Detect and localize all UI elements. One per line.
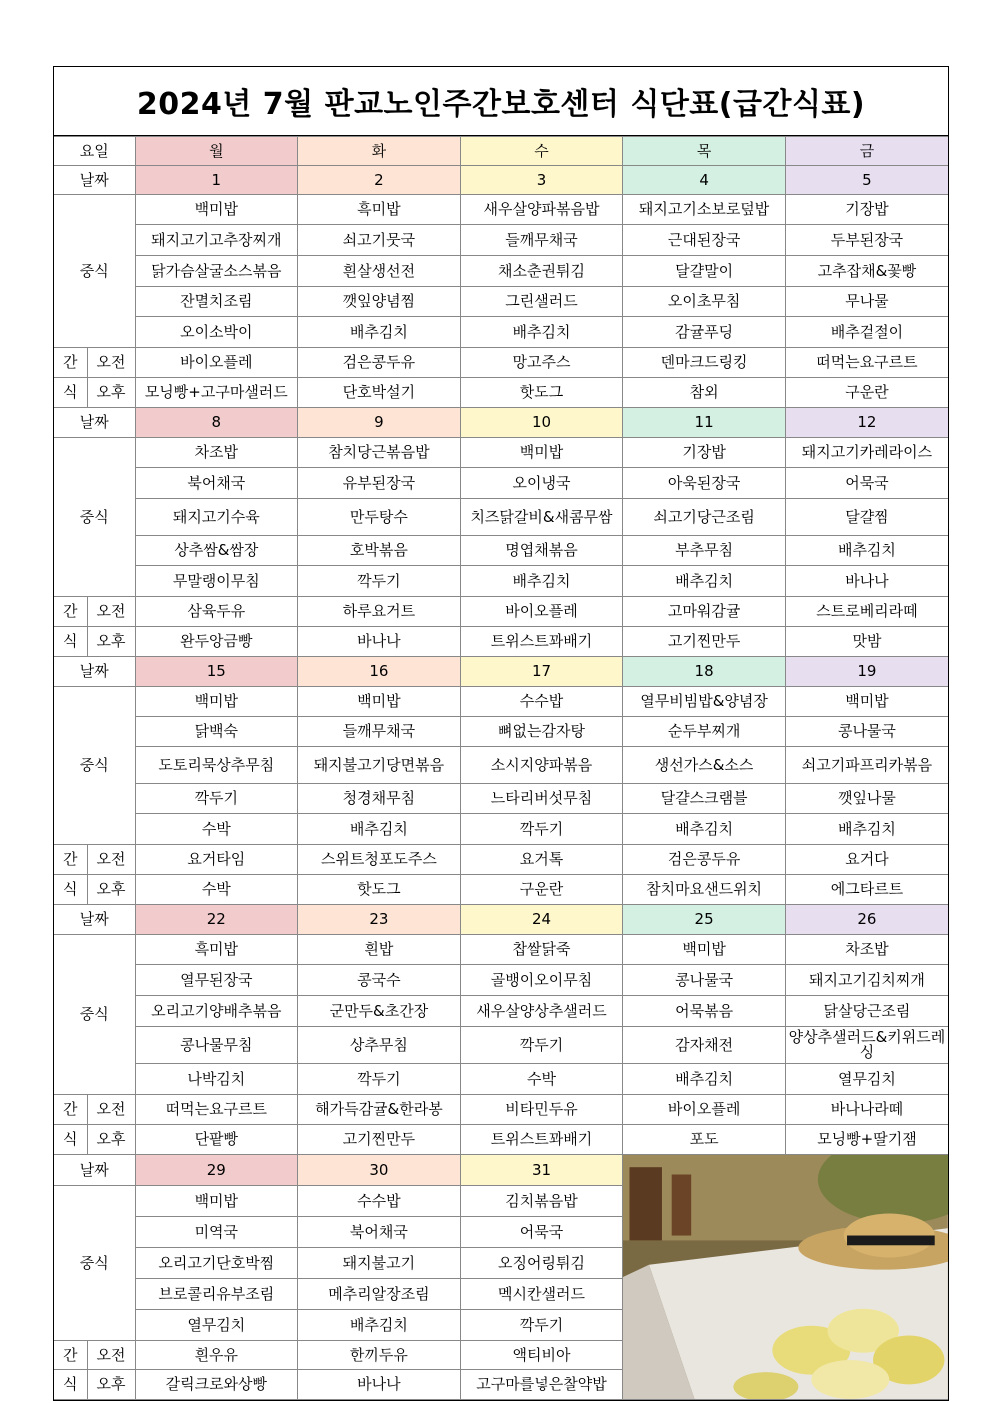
page-title: 2024년 7월 판교노인주간보호센터 식단표(급간식표) <box>54 67 948 136</box>
snack-item: 고기찐만두 <box>623 627 786 657</box>
lunch-item: 콩나물국 <box>785 717 948 747</box>
date-cell: 15 <box>135 657 298 687</box>
am-label: 오전 <box>87 1095 135 1125</box>
lunch-row <box>54 195 948 225</box>
weekday-mon: 월 <box>135 137 298 166</box>
lunch-item: 콩나물무침 <box>135 1027 298 1064</box>
snack-item: 구운란 <box>785 378 948 408</box>
snack-item: 흰우유 <box>135 1341 298 1370</box>
snack-item: 고기찐만두 <box>298 1125 461 1155</box>
lunch-item: 차조밥 <box>785 935 948 965</box>
snack-item: 한끼두유 <box>298 1341 461 1370</box>
date-cell: 17 <box>460 657 623 687</box>
lunch-row <box>54 1064 948 1095</box>
snack-item: 포도 <box>623 1125 786 1155</box>
date-cell: 4 <box>623 166 786 195</box>
lunch-item: 열무비빔밥&양념장 <box>623 687 786 717</box>
lunch-row <box>54 536 948 566</box>
lunch-item: 배추김치 <box>623 814 786 845</box>
snack-item: 액티비아 <box>460 1341 623 1370</box>
lunch-item: 참치당근볶음밥 <box>298 438 461 468</box>
snack-item: 바나나라떼 <box>785 1095 948 1125</box>
snack-row-pm <box>54 378 948 408</box>
lunch-row <box>54 256 948 287</box>
lunch-item: 고추잡채&꽃빵 <box>785 256 948 287</box>
date-cell: 19 <box>785 657 948 687</box>
snack-item: 트위스트꽈배기 <box>460 627 623 657</box>
lunch-item: 배추김치 <box>460 566 623 597</box>
lunch-item: 북어채국 <box>135 468 298 499</box>
lunch-item: 오이소박이 <box>135 317 298 348</box>
snack-item: 해가득감귤&한라봉 <box>298 1095 461 1125</box>
lunch-item: 소시지양파볶음 <box>460 747 623 784</box>
lunch-row <box>54 287 948 317</box>
snack-label-sik: 식 <box>54 627 87 657</box>
lunch-item: 들깨무채국 <box>460 225 623 256</box>
lunch-item: 차조밥 <box>135 438 298 468</box>
date-cell: 2 <box>298 166 461 195</box>
lunch-item: 깍두기 <box>298 1064 461 1095</box>
lunch-item: 미역국 <box>135 1217 298 1248</box>
lunch-item: 달걀찜 <box>785 499 948 536</box>
snack-item: 스위트청포도주스 <box>298 845 461 875</box>
am-label: 오전 <box>87 845 135 875</box>
lunch-item: 명엽채볶음 <box>460 536 623 566</box>
snack-label-gan: 간 <box>54 1095 87 1125</box>
lunch-item: 어묵국 <box>785 468 948 499</box>
weekday-thu: 목 <box>623 137 786 166</box>
lunch-item: 어묵국 <box>460 1217 623 1248</box>
date-row <box>54 1155 948 1186</box>
lunch-item: 쇠고기당근조림 <box>623 499 786 536</box>
snack-item: 떠먹는요구르트 <box>785 348 948 378</box>
lunch-item: 흰밥 <box>298 935 461 965</box>
snack-row-am <box>54 845 948 875</box>
snack-label-sik: 식 <box>54 1125 87 1155</box>
pm-label: 오후 <box>87 627 135 657</box>
lunch-item: 배추겉절이 <box>785 317 948 348</box>
lunch-item: 깻잎양념찜 <box>298 287 461 317</box>
date-row <box>54 657 948 687</box>
lunch-item: 콩나물국 <box>623 965 786 996</box>
snack-item: 모닝빵+고구마샐러드 <box>135 378 298 408</box>
weekday-fri: 금 <box>785 137 948 166</box>
lunch-row <box>54 717 948 747</box>
snack-item: 완두앙금빵 <box>135 627 298 657</box>
lunch-item: 돼지고기카레라이스 <box>785 438 948 468</box>
snack-item: 바이오플레 <box>623 1095 786 1125</box>
pm-label: 오후 <box>87 1125 135 1155</box>
date-cell: 5 <box>785 166 948 195</box>
snack-row-pm <box>54 627 948 657</box>
date-row <box>54 408 948 438</box>
lunch-item: 흑미밥 <box>298 195 461 225</box>
snack-row-am <box>54 348 948 378</box>
lunch-item: 배추김치 <box>785 814 948 845</box>
lunch-item: 오징어링튀김 <box>460 1248 623 1279</box>
lunch-item: 브로콜리유부조림 <box>135 1279 298 1310</box>
lunch-label: 중식 <box>54 1186 135 1341</box>
am-label: 오전 <box>87 1341 135 1370</box>
lunch-item: 북어채국 <box>298 1217 461 1248</box>
lunch-item: 느타리버섯무침 <box>460 784 623 814</box>
date-cell: 10 <box>460 408 623 438</box>
lunch-item: 열무된장국 <box>135 965 298 996</box>
snack-item: 삼육두유 <box>135 597 298 627</box>
lunch-item: 배추김치 <box>623 1064 786 1095</box>
date-cell: 9 <box>298 408 461 438</box>
snack-item: 트위스트꽈배기 <box>460 1125 623 1155</box>
lunch-item: 돼지고기김치찌개 <box>785 965 948 996</box>
snack-item: 단호박설기 <box>298 378 461 408</box>
weekday-header-row <box>54 137 948 166</box>
lunch-item: 골뱅이오이무침 <box>460 965 623 996</box>
lunch-item: 깻잎나물 <box>785 784 948 814</box>
snack-item: 요거타임 <box>135 845 298 875</box>
date-cell: 25 <box>623 905 786 935</box>
date-cell: 12 <box>785 408 948 438</box>
lunch-item: 돼지고기소보로덮밥 <box>623 195 786 225</box>
lunch-item: 백미밥 <box>298 687 461 717</box>
lunch-row <box>54 225 948 256</box>
date-cell: 30 <box>298 1155 461 1186</box>
lunch-row <box>54 566 948 597</box>
date-cell: 29 <box>135 1155 298 1186</box>
lunch-item: 배추김치 <box>460 317 623 348</box>
lunch-item: 깍두기 <box>460 814 623 845</box>
lunch-item: 오리고기양배추볶음 <box>135 996 298 1027</box>
lunch-item: 돼지불고기 <box>298 1248 461 1279</box>
lunch-item: 백미밥 <box>460 438 623 468</box>
lunch-item: 기장밥 <box>785 195 948 225</box>
snack-item: 바나나 <box>298 627 461 657</box>
lunch-item: 달걀말이 <box>623 256 786 287</box>
snack-item: 망고주스 <box>460 348 623 378</box>
lunch-item: 양상추샐러드&키위드레싱 <box>785 1027 948 1064</box>
snack-item: 검은콩두유 <box>298 348 461 378</box>
lunch-item: 배추김치 <box>298 814 461 845</box>
lunch-item: 군만두&초간장 <box>298 996 461 1027</box>
snack-label-gan: 간 <box>54 1341 87 1370</box>
lunch-item: 쇠고기뭇국 <box>298 225 461 256</box>
lunch-row <box>54 935 948 965</box>
lunch-item: 상추무침 <box>298 1027 461 1064</box>
lunch-item: 돼지고기고추장찌개 <box>135 225 298 256</box>
lunch-row <box>54 965 948 996</box>
lunch-item: 채소춘권튀김 <box>460 256 623 287</box>
snack-label-sik: 식 <box>54 1370 87 1400</box>
lunch-item: 부추무침 <box>623 536 786 566</box>
lunch-item: 멕시칸샐러드 <box>460 1279 623 1310</box>
lunch-item: 열무김치 <box>135 1310 298 1341</box>
snack-item: 바이오플레 <box>135 348 298 378</box>
snack-item: 덴마크드링킹 <box>623 348 786 378</box>
lunch-item: 닭살당근조림 <box>785 996 948 1027</box>
date-cell: 22 <box>135 905 298 935</box>
snack-item: 에그타르트 <box>785 875 948 905</box>
lunch-row <box>54 468 948 499</box>
date-cell: 8 <box>135 408 298 438</box>
lunch-item: 백미밥 <box>135 687 298 717</box>
lunch-item: 수박 <box>460 1064 623 1095</box>
snack-item: 구운란 <box>460 875 623 905</box>
lunch-item: 깍두기 <box>135 784 298 814</box>
lunch-row <box>54 747 948 784</box>
snack-item: 요거톡 <box>460 845 623 875</box>
snack-item: 바이오플레 <box>460 597 623 627</box>
lunch-item: 감귤푸딩 <box>623 317 786 348</box>
date-cell: 18 <box>623 657 786 687</box>
date-row <box>54 905 948 935</box>
weekday-wed: 수 <box>460 137 623 166</box>
lunch-item: 두부된장국 <box>785 225 948 256</box>
lunch-item: 돼지고기수육 <box>135 499 298 536</box>
date-label: 날짜 <box>54 905 135 935</box>
weekday-label: 요일 <box>54 137 135 166</box>
snack-label-sik: 식 <box>54 378 87 408</box>
date-cell: 1 <box>135 166 298 195</box>
lunch-row <box>54 438 948 468</box>
lunch-item: 유부된장국 <box>298 468 461 499</box>
lunch-item: 기장밥 <box>623 438 786 468</box>
am-label: 오전 <box>87 597 135 627</box>
pm-label: 오후 <box>87 378 135 408</box>
snack-item: 고구마를넣은찰약밥 <box>460 1370 623 1400</box>
lunch-item: 흑미밥 <box>135 935 298 965</box>
menu-table <box>54 136 948 1400</box>
lunch-row <box>54 687 948 717</box>
snack-item: 갈릭크로와상빵 <box>135 1370 298 1400</box>
snack-label-sik: 식 <box>54 875 87 905</box>
lunch-row <box>54 996 948 1027</box>
pm-label: 오후 <box>87 1370 135 1400</box>
snack-label-gan: 간 <box>54 597 87 627</box>
lunch-item: 무말랭이무침 <box>135 566 298 597</box>
lunch-item: 깍두기 <box>298 566 461 597</box>
lunch-item: 순두부찌개 <box>623 717 786 747</box>
lunch-label: 중식 <box>54 687 135 845</box>
snack-label-gan: 간 <box>54 845 87 875</box>
lunch-row <box>54 1027 948 1064</box>
lunch-label: 중식 <box>54 438 135 597</box>
snack-item: 핫도그 <box>298 875 461 905</box>
lunch-item: 쇠고기파프리카볶음 <box>785 747 948 784</box>
lunch-item: 수박 <box>135 814 298 845</box>
date-row <box>54 166 948 195</box>
lunch-item: 바나나 <box>785 566 948 597</box>
lunch-item: 콩국수 <box>298 965 461 996</box>
lunch-item: 배추김치 <box>298 1310 461 1341</box>
date-label: 날짜 <box>54 166 135 195</box>
lunch-item: 감자채전 <box>623 1027 786 1064</box>
lunch-item: 무나물 <box>785 287 948 317</box>
lunch-item: 근대된장국 <box>623 225 786 256</box>
lunch-item: 백미밥 <box>135 1186 298 1217</box>
lunch-item: 수수밥 <box>298 1186 461 1217</box>
lunch-item: 흰살생선전 <box>298 256 461 287</box>
lunch-item: 배추김치 <box>298 317 461 348</box>
date-cell: 16 <box>298 657 461 687</box>
snack-item: 바나나 <box>298 1370 461 1400</box>
lunch-item: 만두탕수 <box>298 499 461 536</box>
lunch-row <box>54 317 948 348</box>
lunch-item: 오리고기단호박찜 <box>135 1248 298 1279</box>
date-label: 날짜 <box>54 408 135 438</box>
lunch-item: 호박볶음 <box>298 536 461 566</box>
lunch-item: 깍두기 <box>460 1027 623 1064</box>
weekday-tue: 화 <box>298 137 461 166</box>
lunch-item: 닭가슴살굴소스볶음 <box>135 256 298 287</box>
snack-item: 참치마요샌드위치 <box>623 875 786 905</box>
lunch-item: 열무김치 <box>785 1064 948 1095</box>
lunch-item: 배추김치 <box>623 566 786 597</box>
snack-item: 하루요거트 <box>298 597 461 627</box>
snack-item: 검은콩두유 <box>623 845 786 875</box>
snack-item: 모닝빵+딸기잼 <box>785 1125 948 1155</box>
summer-picnic-photo <box>623 1155 948 1399</box>
lunch-item: 뼈없는감자탕 <box>460 717 623 747</box>
lunch-item: 백미밥 <box>623 935 786 965</box>
lunch-item: 오이냉국 <box>460 468 623 499</box>
lunch-item: 새우살양파볶음밥 <box>460 195 623 225</box>
lunch-item: 달걀스크램블 <box>623 784 786 814</box>
lunch-row <box>54 814 948 845</box>
lunch-item: 메추리알장조림 <box>298 1279 461 1310</box>
lunch-item: 닭백숙 <box>135 717 298 747</box>
snack-item: 참외 <box>623 378 786 408</box>
lunch-item: 수수밥 <box>460 687 623 717</box>
lunch-item: 백미밥 <box>135 195 298 225</box>
lunch-item: 생선가스&소스 <box>623 747 786 784</box>
date-cell: 24 <box>460 905 623 935</box>
snack-item: 요거다 <box>785 845 948 875</box>
snack-row-am <box>54 597 948 627</box>
snack-item: 떠먹는요구르트 <box>135 1095 298 1125</box>
lunch-item: 그린샐러드 <box>460 287 623 317</box>
date-cell: 3 <box>460 166 623 195</box>
lunch-label: 중식 <box>54 935 135 1095</box>
lunch-item: 잔멸치조림 <box>135 287 298 317</box>
menu-sheet <box>53 66 949 1401</box>
lunch-item: 백미밥 <box>785 687 948 717</box>
date-cell: 11 <box>623 408 786 438</box>
lunch-item: 상추쌈&쌈장 <box>135 536 298 566</box>
lunch-item: 아욱된장국 <box>623 468 786 499</box>
lunch-item: 들깨무채국 <box>298 717 461 747</box>
pm-label: 오후 <box>87 875 135 905</box>
date-label: 날짜 <box>54 657 135 687</box>
lunch-item: 나박김치 <box>135 1064 298 1095</box>
snack-item: 수박 <box>135 875 298 905</box>
snack-item: 맛밤 <box>785 627 948 657</box>
snack-row-am <box>54 1095 948 1125</box>
lunch-item: 깍두기 <box>460 1310 623 1341</box>
snack-item: 핫도그 <box>460 378 623 408</box>
photo-cell <box>623 1155 948 1400</box>
snack-item: 고마워감귤 <box>623 597 786 627</box>
lunch-item: 도토리묵상추무침 <box>135 747 298 784</box>
date-cell: 31 <box>460 1155 623 1186</box>
lunch-label: 중식 <box>54 195 135 348</box>
lunch-item: 김치볶음밥 <box>460 1186 623 1217</box>
lunch-item: 새우살양상추샐러드 <box>460 996 623 1027</box>
lunch-item: 배추김치 <box>785 536 948 566</box>
lunch-item: 돼지불고기당면볶음 <box>298 747 461 784</box>
snack-row-pm <box>54 875 948 905</box>
lunch-item: 오이초무침 <box>623 287 786 317</box>
snack-item: 단팥빵 <box>135 1125 298 1155</box>
lunch-item: 찹쌀닭죽 <box>460 935 623 965</box>
am-label: 오전 <box>87 348 135 378</box>
snack-item: 스트로베리라떼 <box>785 597 948 627</box>
lunch-row <box>54 499 948 536</box>
lunch-item: 어묵볶음 <box>623 996 786 1027</box>
snack-item: 비타민두유 <box>460 1095 623 1125</box>
snack-label-gan: 간 <box>54 348 87 378</box>
snack-row-pm <box>54 1125 948 1155</box>
lunch-item: 청경채무침 <box>298 784 461 814</box>
lunch-item: 치즈닭갈비&새콤무쌈 <box>460 499 623 536</box>
date-cell: 26 <box>785 905 948 935</box>
lunch-row <box>54 784 948 814</box>
date-label: 날짜 <box>54 1155 135 1186</box>
date-cell: 23 <box>298 905 461 935</box>
